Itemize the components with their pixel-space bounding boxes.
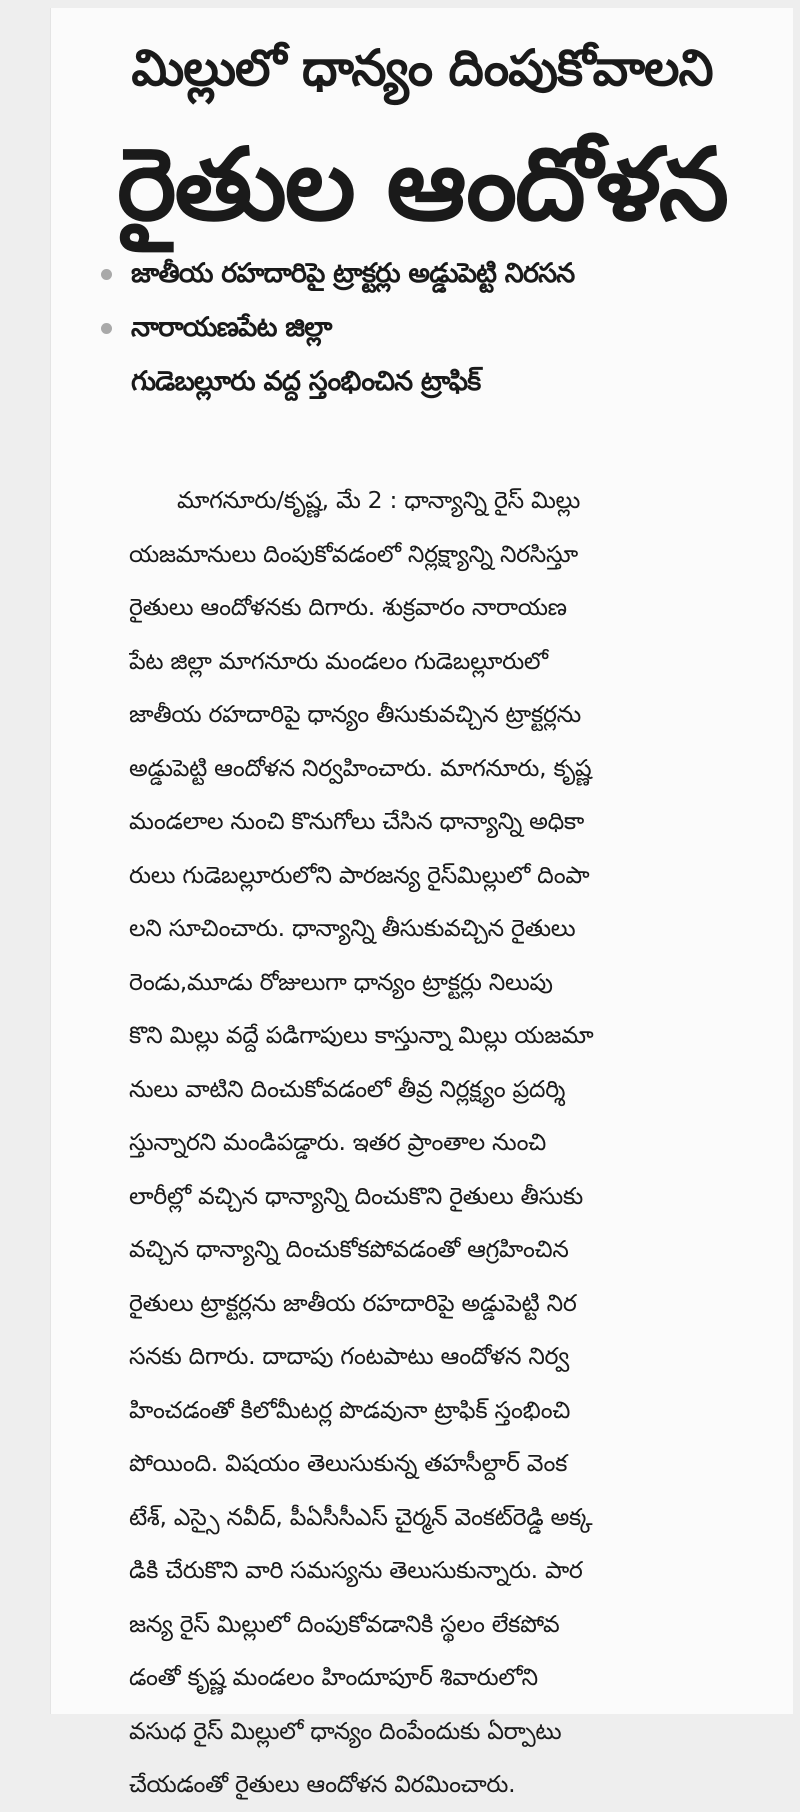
body-line: స్తున్నారని మండిపడ్డారు. ఇతర ప్రాంతాల నుంచి — [129, 1128, 546, 1156]
body-line: అడ్డుపెట్టి ఆందోళన నిర్వహించారు. మాగనూరు, కృష్ణ — [129, 753, 592, 782]
body-line: మండలాల నుంచి కొనుగోలు చేసిన ధాన్యాన్ని అధికా — [129, 807, 585, 835]
bullet-icon — [101, 269, 112, 280]
sub-headline-item — [97, 256, 777, 292]
body-line: చేయడంతో రైతులు ఆందోళన విరమించారు. — [129, 1770, 516, 1798]
newspaper-clipping — [50, 8, 793, 1798]
sub-headline-line: జాతీయ రహదారిపై ట్రాక్టర్లు అడ్డుపెట్టి నిరసన — [131, 258, 575, 289]
body-line: కొని మిల్లు వద్దే పడిగాపులు కాస్తున్నా మిల్లు యజమా — [129, 1021, 594, 1049]
main-headline: రైతుల ఆందోళన — [117, 126, 727, 243]
body-line: డంతో కృష్ణ మండలం హిందూపూర్ శివారులోని — [129, 1663, 538, 1691]
kicker-headline: మిల్లులో ధాన్యం దింపుకోవాలని — [131, 39, 713, 97]
body-line: జన్య రైస్ మిల్లులో దింపుకోవడానికి స్థలం లేకపోవ — [129, 1609, 560, 1638]
body-line: యజమానులు దింపుకోవడంలో నిర్లక్ష్యాన్ని నిరసిస్తూ — [129, 539, 578, 568]
body-line: జాతీయ రహదారిపై ధాన్యం తీసుకువచ్చిన ట్రాక్టర్లను — [129, 700, 581, 728]
sub-headline-item — [97, 310, 777, 400]
article-body — [129, 474, 779, 1812]
sub-headline-line: నారాయణపేట జిల్లా — [131, 312, 332, 343]
body-line: డికి చేరుకొని వారి సమస్యను తెలుసుకున్నారు. పార — [129, 1556, 583, 1584]
body-line: వసుధ రైస్ మిల్లులో ధాన్యం దింపేందుకు ఏర్పాటు — [129, 1716, 562, 1745]
body-line: పేట జిల్లా మాగనూరు మండలం గుడెబల్లూరులో — [129, 646, 548, 675]
body-line: సనకు దిగారు. దాదాపు గంటపాటు ఆందోళన నిర్వ — [129, 1342, 569, 1370]
body-line: రైతులు ఆందోళనకు దిగారు. శుక్రవారం నారాయణ — [129, 593, 567, 621]
body-line: లారీల్లో వచ్చిన ధాన్యాన్ని దించుకొని రైతులు తీసుకు — [129, 1181, 583, 1210]
body-line: టేశ్, ఎస్సై నవీద్, పీఏసీసీఎస్ చైర్మన్ వెంకట్‌రెడ్డి అక్క — [129, 1502, 593, 1531]
body-line: లని సూచించారు. ధాన్యాన్ని తీసుకువచ్చిన రైతులు — [129, 914, 576, 942]
body-line: నులు వాటిని దించుకోవడంలో తీవ్ర నిర్లక్ష్యం ప్రదర్శి — [129, 1074, 566, 1103]
body-line: రులు గుడెబల్లూరులోని పారజన్య రైస్‌మిల్లులో దింపా — [129, 860, 590, 889]
body-line: మాగనూరు/కృష్ణ, మే 2 : ధాన్యాన్ని రైస్ మిల్లు — [177, 486, 581, 514]
bullet-icon — [101, 323, 112, 334]
body-line: పోయింది. విషయం తెలుసుకున్న తహసీల్దార్ వెంక — [129, 1449, 568, 1477]
sub-headlines — [97, 256, 777, 418]
body-line: వచ్చిన ధాన్యాన్ని దించుకోకపోవడంతో ఆగ్రహించిన — [129, 1235, 569, 1263]
body-line: రైతులు ట్రాక్టర్లను జాతీయ రహదారిపై అడ్డుపెట్టి నిర — [129, 1288, 577, 1317]
sub-headline-line: గుడెబల్లూరు వద్ద స్తంభించిన ట్రాఫిక్ — [131, 366, 481, 397]
body-line: హించడంతో కిలోమీటర్ల పొడవునా ట్రాఫిక్ స్తంభించి — [129, 1395, 571, 1424]
body-line: రెండు,మూడు రోజులుగా ధాన్యం ట్రాక్టర్లు నిలుపు — [129, 967, 553, 996]
